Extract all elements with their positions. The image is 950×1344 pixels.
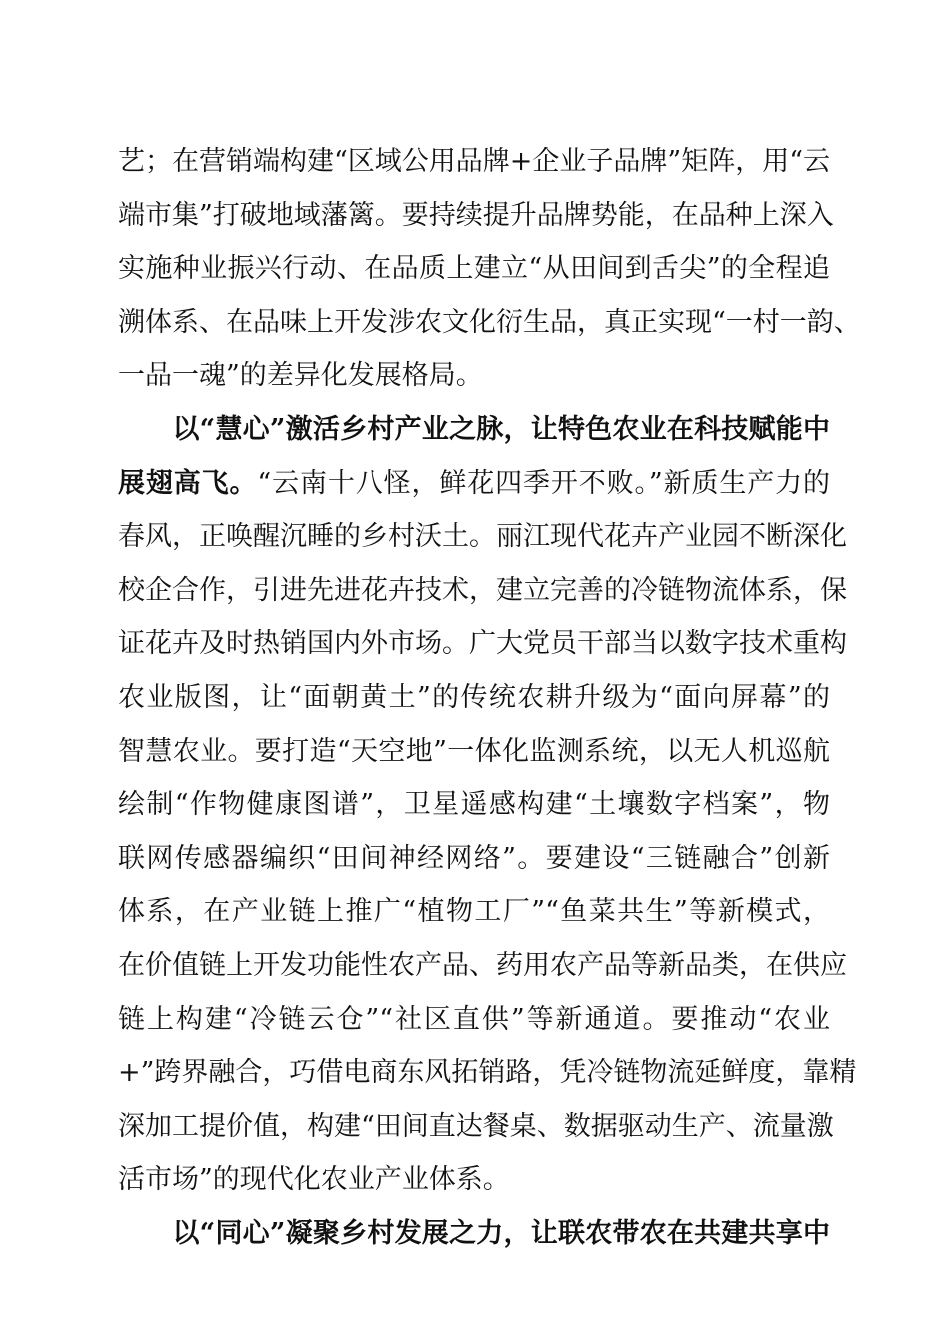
text-segment: 绘制“作物健康图谱”，卫星遥感构建“土壤数字档案”，物 bbox=[118, 789, 830, 821]
text-line bbox=[118, 725, 830, 779]
text-segment: 链上构建“冷链云仓”“社区直供”等新通道。要推动“农业 bbox=[118, 1003, 830, 1035]
text-line bbox=[118, 1153, 830, 1207]
text-line bbox=[118, 457, 830, 511]
paragraph-p3 bbox=[118, 1207, 830, 1261]
text-segment: 联网传感器编织“田间神经网络”。要建设“三链融合”创新 bbox=[118, 842, 830, 874]
text-line bbox=[118, 349, 830, 403]
text-segment: 端市集”打破地域藩篱。要持续提升品牌势能，在品种上深入 bbox=[118, 199, 834, 231]
text-segment: 实施种业振兴行动、在品质上建立“从田间到舌尖”的全程追 bbox=[118, 253, 830, 285]
text-segment: 活市场”的现代化农业产业体系。 bbox=[118, 1164, 510, 1196]
document-page bbox=[118, 135, 861, 1260]
text-line bbox=[118, 778, 830, 832]
paragraph-p2 bbox=[118, 403, 857, 1207]
text-line bbox=[118, 1100, 834, 1154]
text-line bbox=[118, 564, 847, 618]
text-line bbox=[118, 939, 847, 993]
text-segment: 一品一魂”的差异化发展格局。 bbox=[118, 360, 483, 392]
text-line bbox=[118, 1046, 857, 1100]
text-segment: 在价值链上开发功能性农产品、药用农产品等新品类，在供应 bbox=[118, 949, 847, 981]
bold-text-segment: 以“同心”凝聚乡村发展之力，让联农带农在共建共享中 bbox=[118, 1217, 830, 1249]
text-segment: 体系，在产业链上推广“植物工厂”“鱼菜共生”等新模式， bbox=[118, 896, 830, 928]
paragraph-p1 bbox=[118, 135, 861, 403]
text-line bbox=[118, 296, 861, 350]
text-line bbox=[118, 242, 830, 296]
text-segment: 艺；在营销端构建“区域公用品牌+企业子品牌”矩阵，用“云 bbox=[118, 146, 831, 177]
text-line bbox=[118, 189, 834, 243]
text-segment: 溯体系、在品味上开发涉农文化衍生品，真正实现“一村一韵、 bbox=[118, 306, 861, 338]
text-line bbox=[118, 832, 830, 886]
text-segment: 校企合作，引进先进花卉技术，建立完善的冷链物流体系，保 bbox=[118, 574, 847, 606]
bold-text-segment: 以“慧心”激活乡村产业之脉，让特色农业在科技赋能中 bbox=[118, 413, 830, 445]
text-line bbox=[118, 993, 830, 1047]
text-line bbox=[118, 671, 830, 725]
text-line bbox=[118, 135, 830, 189]
text-line bbox=[118, 617, 847, 671]
text-line bbox=[118, 403, 830, 457]
bold-text-segment: 展翅高飞。 bbox=[118, 467, 258, 499]
text-segment: +”跨界融合，巧借电商东风拓销路，凭冷链物流延鲜度，靠精 bbox=[118, 1057, 857, 1089]
text-segment: “云南十八怪，鲜花四季开不败。”新质生产力的 bbox=[257, 467, 831, 499]
text-segment: 春风，正唤醒沉睡的乡村沃土。丽江现代花卉产业园不断深化 bbox=[118, 521, 847, 553]
text-segment: 深加工提价值，构建“田间直达餐桌、数据驱动生产、流量激 bbox=[118, 1110, 834, 1142]
text-segment: 农业版图，让“面朝黄土”的传统农耕升级为“面向屏幕”的 bbox=[118, 681, 830, 713]
text-line bbox=[118, 885, 830, 939]
text-segment: 智慧农业。要打造“天空地”一体化监测系统，以无人机巡航 bbox=[118, 735, 830, 767]
text-segment: 证花卉及时热销国内外市场。广大党员干部当以数字技术重构 bbox=[118, 628, 847, 660]
text-line bbox=[118, 510, 847, 564]
text-line bbox=[118, 1207, 830, 1261]
